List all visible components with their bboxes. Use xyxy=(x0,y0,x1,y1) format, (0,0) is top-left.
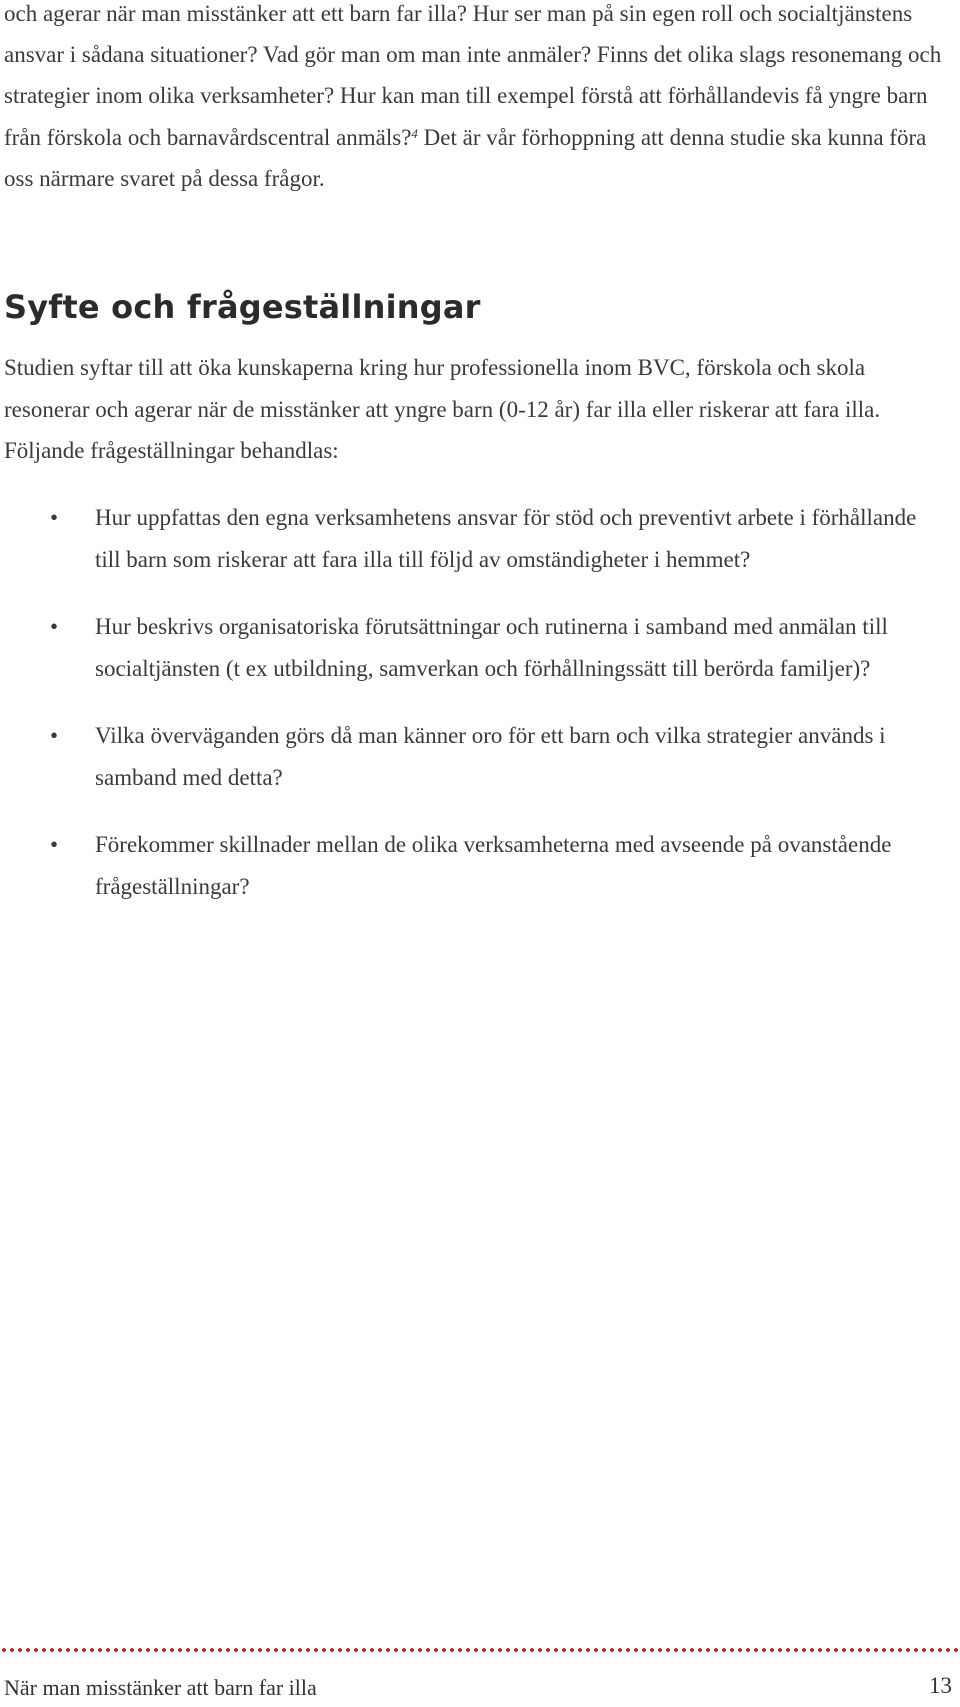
list-item-text: Förekommer skillnader mellan de olika verksamheterna med avseende på ovanstående frågeställningar? xyxy=(95,832,892,899)
list-item-text: Hur uppfattas den egna verksamhetens ansvar för stöd och preventivt arbete i förhållande till barn som riskerar att fara illa till följd av omständigheter i hemmet? xyxy=(95,505,917,572)
list-item xyxy=(0,497,945,580)
bullet-icon: • xyxy=(50,723,59,748)
intro-text-part-1: och agerar när man misstänker att ett barn far illa? Hur ser man på sin egen roll och socialtjänstens ansvar i sådana situationer? Vad gör man om man inte anmäler? Finns det olika slags resonemang och strategier inom olika verksamheter? Hur kan man till exempel förstå att förhållandevis få yngre barn från förskola och barnavårdscentral anmäls? xyxy=(4,1,942,150)
section-heading: Syfte och frågeställningar xyxy=(4,288,481,326)
bullet-icon: • xyxy=(50,614,59,639)
intro-text-part-2: Det är vår förhoppning att denna studie ska kunna föra oss närmare svaret på dessa frågor. xyxy=(4,124,927,191)
list-item xyxy=(0,715,945,798)
footnote-marker[interactable]: 4 xyxy=(411,125,418,141)
footer-page-number: 13 xyxy=(929,1673,952,1698)
bullet-icon: • xyxy=(50,832,59,857)
list-item-text: Hur beskrivs organisatoriska förutsättningar och rutinerna i samband med anmälan till socialtjänsten (t ex utbildning, samverkan och förhållningssätt till berörda familjer)? xyxy=(95,614,888,681)
list-item-text: Vilka överväganden görs då man känner oro för ett barn och vilka strategier används i samband med detta? xyxy=(95,723,886,790)
list-item xyxy=(0,824,945,907)
bullet-icon: • xyxy=(50,505,59,530)
footer-dotted-divider xyxy=(0,1648,960,1652)
intro-paragraph xyxy=(4,0,949,199)
section-lead-paragraph: Studien syftar till att öka kunskaperna kring hur professionella inom BVC, förskola och skola resonerar och agerar när de misstänker att yngre barn (0-12 år) far illa eller riskerar att fara illa. Följande frågeställningar behandlas: xyxy=(4,355,881,463)
footer-document-title: När man misstänker att barn far illa xyxy=(4,1675,317,1700)
research-questions-list xyxy=(0,497,960,933)
list-item xyxy=(0,606,945,689)
